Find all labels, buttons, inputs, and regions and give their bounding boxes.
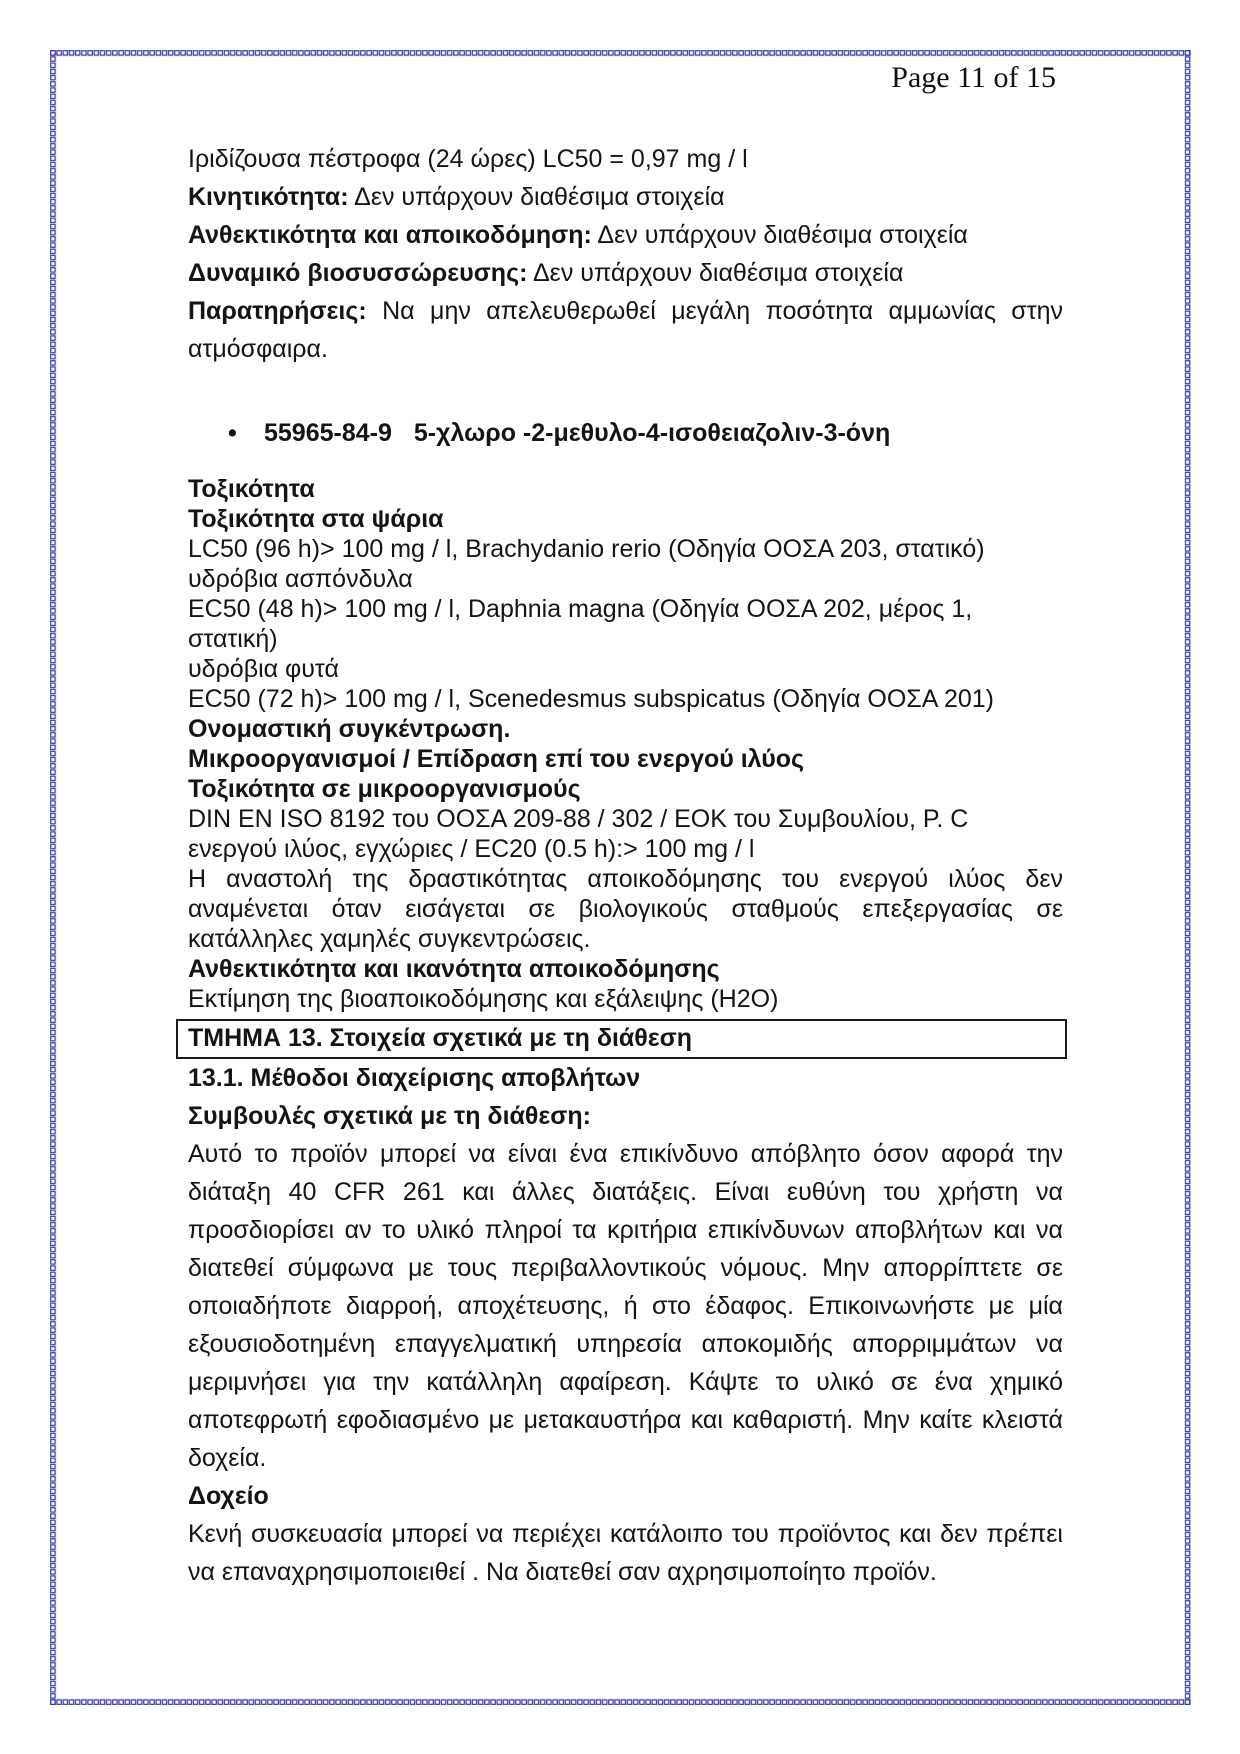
document-body	[188, 140, 1063, 1591]
trout-lc50-line: Ιριδίζουσα πέστροφα (24 ώρες) LC50 = 0,97 mg / l	[188, 145, 748, 173]
section-13-header-box	[176, 1019, 1067, 1059]
bullet-icon: •	[228, 419, 237, 447]
aquatic-invertebrates-line: υδρόβια ασπόνδυλα	[188, 565, 413, 593]
mobility-value: Δεν υπάρχουν διαθέσιμα στοιχεία	[354, 183, 725, 211]
bioaccumulation-value: Δεν υπάρχουν διαθέσιμα στοιχεία	[532, 259, 904, 287]
bioaccumulation-line	[188, 254, 1063, 292]
toxicity-section	[188, 474, 1063, 1014]
microorganism-toxicity-title: Τοξικότητα σε μικροοργανισμούς	[188, 775, 581, 803]
persistence-value: Δεν υπάρχουν διαθέσιμα στοιχεία	[597, 221, 968, 249]
remarks-label: Παρατηρήσεις:	[188, 297, 367, 325]
substance-name: 5-χλωρο -2-μεθυλο-4-ισοθειαζολιν-3-όνη	[413, 419, 891, 447]
din-iso-line: DIN EN ISO 8192 του ΟΟΣΑ 209-88 / 302 / ΕΟΚ του Συμβουλίου, P. C ενεργού ιλύος, εγχώριες / EC20 (0.5 h):> 100 mg / l	[188, 805, 969, 863]
mobility-label: Κινητικότητα:	[188, 183, 349, 211]
persistence-line	[188, 216, 1063, 254]
nominal-concentration-line: Ονομαστική συγκέντρωση.	[188, 715, 511, 743]
ec50-daphnia-line: EC50 (48 h)> 100 mg / l, Daphnia magna (Οδηγία ΟΟΣΑ 202, μέρος 1, στατική)	[188, 595, 973, 653]
lc50-fish-line: LC50 (96 h)> 100 mg / l, Brachydanio rerio (Οδηγία ΟΟΣΑ 203, στατικό)	[188, 535, 985, 563]
biodegradation-estimation-line: Εκτίμηση της βιοαποικοδόμησης και εξάλειψης (H2O)	[188, 985, 779, 1013]
fish-toxicity-title: Τοξικότητα στα ψάρια	[188, 505, 444, 533]
ec50-algae-line: EC50 (72 h)> 100 mg / l, Scenedesmus subspicatus (Οδηγία ΟΟΣΑ 201)	[188, 685, 995, 713]
toxicity-title: Τοξικότητα	[188, 475, 315, 503]
waste-methods-title: 13.1. Μέθοδοι διαχείρισης αποβλήτων	[188, 1064, 641, 1092]
disposal-paragraph: Αυτό το προϊόν μπορεί να είναι ένα επικίνδυνο απόβλητο όσον αφορά την διάταξη 40 CFR 261 και άλλες διατάξεις. Είναι ευθύνη του χρήστη να προσδιορίσει αν το υλικό πληροί τα κριτήρια επικίνδυνων αποβλήτων και να διατεθεί σύμφωνα με τους περιβαλλοντικούς νόμους. Μην απορρίπτετε σε οποιαδήποτε διαρροή, αποχέτευσης, ή στο έδαφος. Επικοινωνήστε με μία εξουσιοδοτημένη επαγγελματική υπηρεσία αποκομιδής απορριμμάτων να μεριμνήσει για την κατάλληλη αφαίρεση. Κάψτε το υλικό σε ένα χημικό αποτεφρωτή εφοδιασμένο με μετακαυστήρα και καθαριστή. Μην καίτε κλειστά δοχεία.	[188, 1140, 1063, 1472]
remarks-line	[188, 292, 1063, 368]
mobility-line	[188, 178, 1063, 216]
page-number: Page 11 of 15	[891, 61, 1056, 94]
substance-cas-number: 55965-84-9	[264, 419, 392, 447]
section-13-header: ΤΜΗΜΑ 13. Στοιχεία σχετικά με τη διάθεση	[188, 1024, 693, 1052]
aquatic-plants-line: υδρόβια φυτά	[188, 655, 339, 683]
remarks-value: Να μην απελευθερωθεί μεγάλη ποσότητα αμμωνίας στην ατμόσφαιρα.	[188, 297, 1064, 363]
substance-bullet-row	[188, 414, 1063, 452]
disposal-advice-title: Συμβουλές σχετικά με τη διάθεση:	[188, 1102, 591, 1130]
persistence-label: Ανθεκτικότητα και αποικοδόμηση:	[188, 221, 592, 249]
degradability-title: Ανθεκτικότητα και ικανότητα αποικοδόμησης	[188, 955, 720, 983]
bioaccumulation-label: Δυναμικό βιοσυσσώρευσης:	[188, 259, 528, 287]
container-paragraph: Κενή συσκευασία μπορεί να περιέχει κατάλοιπο του προϊόντος και δεν πρέπει να επαναχρησιμοποιειθεί . Να διατεθεί σαν αχρησιμοποίητο προϊόν.	[188, 1520, 1063, 1586]
microorganisms-title: Μικροοργανισμοί / Επίδραση επί του ενεργού ιλύος	[188, 745, 805, 773]
container-title: Δοχείο	[188, 1482, 269, 1510]
inhibition-paragraph: Η αναστολή της δραστικότητας αποικοδόμησης του ενεργού ιλύος δεν αναμένεται όταν εισάγεται σε βιολογικούς σταθμούς επεξεργασίας σε κατάλληλες χαμηλές συγκεντρώσεις.	[188, 865, 1063, 953]
